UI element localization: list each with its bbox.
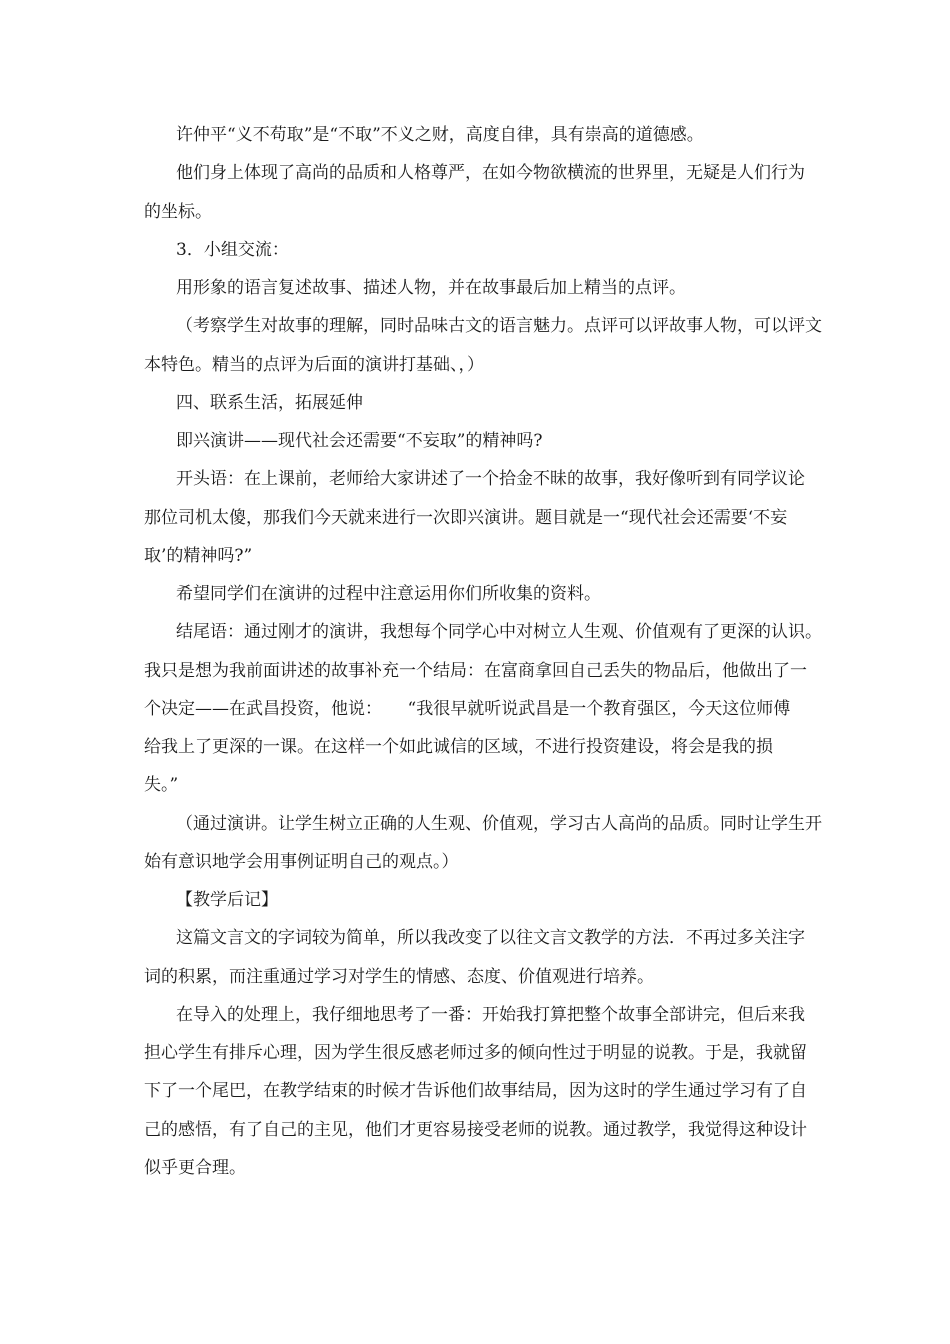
text-line: 结尾语：通过刚才的演讲，我想每个同学心中对树立人生观、价值观有了更深的认识。 <box>176 622 822 642</box>
text-line: 这篇文言文的字词较为简单，所以我改变了以往文言文教学的方法．不再过多关注字 <box>176 928 805 948</box>
text-line: 给我上了更深的一课。在这样一个如此诚信的区域，不进行投资建设，将会是我的损 <box>144 737 773 757</box>
text-line: 词的积累，而注重通过学习对学生的情感、态度、价值观进行培养。 <box>144 967 654 987</box>
text-line: 开头语：在上课前，老师给大家讲述了一个拾金不昧的故事，我好像听到有同学议论 <box>176 469 805 489</box>
text-line: 似乎更合理。 <box>144 1158 246 1178</box>
text-line: 即兴演讲——现代社会还需要“不妄取”的精神吗? <box>176 431 543 451</box>
section-heading: 【教学后记】 <box>176 890 278 910</box>
text-line: 担心学生有排斥心理，因为学生很反感老师过多的倾向性过于明显的说教。于是，我就留 <box>144 1043 807 1063</box>
text-line: 用形象的语言复述故事、描述人物，并在故事最后加上精当的点评。 <box>176 278 686 298</box>
text-line: 己的感悟，有了自己的主见，他们才更容易接受老师的说教。通过教学，我觉得这种设计 <box>144 1120 807 1140</box>
text-line: 取’的精神吗?” <box>144 546 253 566</box>
text-line: 那位司机太傻，那我们今天就来进行一次即兴演讲。题目就是一“现代社会还需要‘不妄 <box>144 508 788 528</box>
text-line: 在导入的处理上，我仔细地思考了一番：开始我打算把整个故事全部讲完，但后来我 <box>176 1005 805 1025</box>
section-heading: 四、联系生活，拓展延伸 <box>176 393 363 413</box>
text-line: 个决定——在武昌投资，他说： “我很早就听说武昌是一个教育强区，今天这位师傅 <box>144 699 791 719</box>
text-line: 他们身上体现了高尚的品质和人格尊严，在如今物欲横流的世界里，无疑是人们行为 <box>176 163 805 183</box>
text-line: 许仲平“义不苟取”是“不取”不义之财，高度自律，具有崇高的道德感。 <box>176 125 704 145</box>
text-line: 下了一个尾巴，在教学结束的时候才告诉他们故事结局，因为这时的学生通过学习有了自 <box>144 1081 807 1101</box>
text-line: 始有意识地学会用事例证明自己的观点。） <box>144 852 459 872</box>
text-line: （通过演讲。让学生树立正确的人生观、价值观，学习古人高尚的品质。同时让学生开 <box>176 814 822 834</box>
text-line: 失。” <box>144 775 179 795</box>
text-line: 的坐标。 <box>144 202 212 222</box>
text-line: 本特色。精当的点评为后面的演讲打基础、，） <box>144 355 484 375</box>
text-line: 我只是想为我前面讲述的故事补充一个结局：在富商拿回自己丢失的物品后，他做出了一 <box>144 661 807 681</box>
text-line: 3．小组交流： <box>176 240 289 260</box>
text-line: 希望同学们在演讲的过程中注意运用你们所收集的资料。 <box>176 584 601 604</box>
text-line: （考察学生对故事的理解，同时品味古文的语言魅力。点评可以评故事人物，可以评文 <box>176 316 822 336</box>
